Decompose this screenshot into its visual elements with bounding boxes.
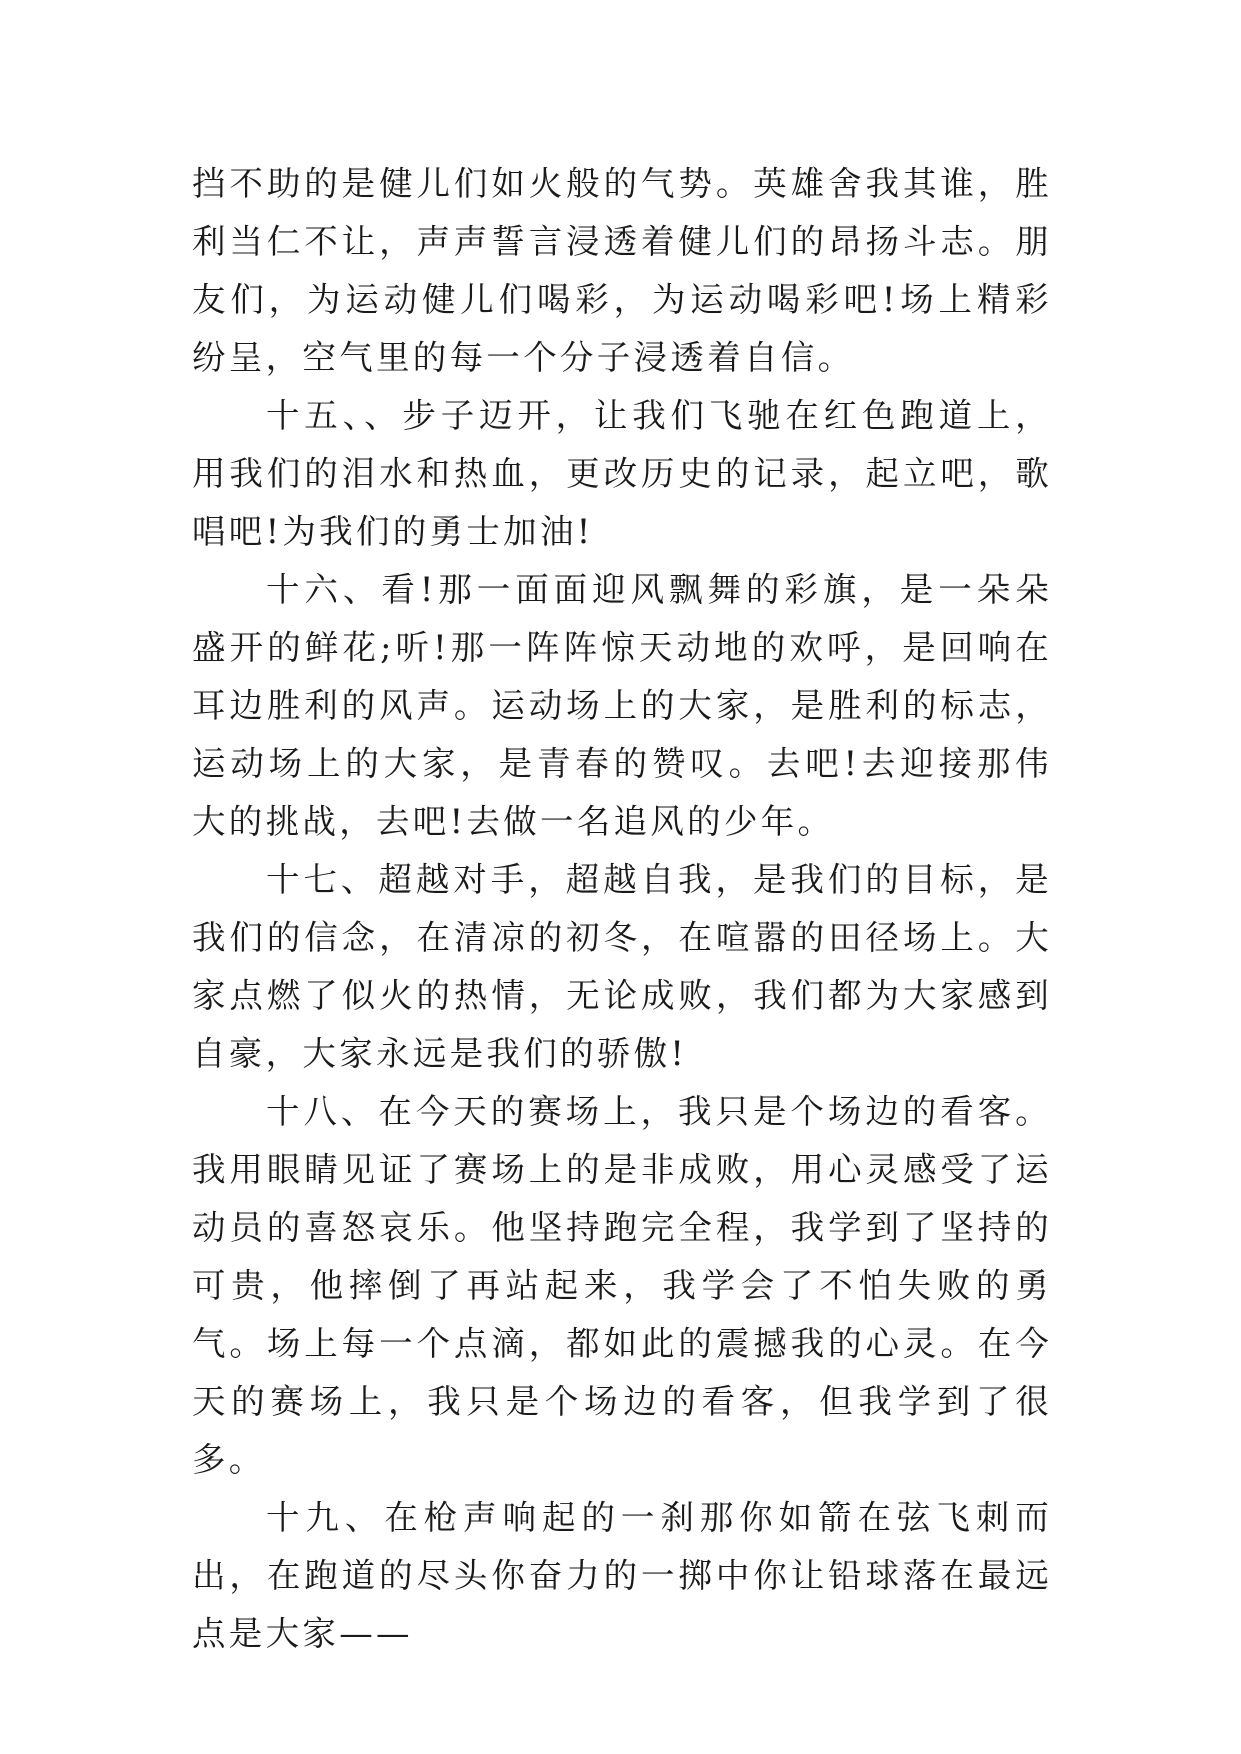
paragraph-continued: 挡不助的是健儿们如火般的气势。英雄舍我其谁，胜利当仁不让，声声誓言浸透着健儿们的昂扬斗志。朋友们，为运动健儿们喝彩，为运动喝彩吧!场上精彩纷呈，空气里的每一个分子浸透着自信。 bbox=[192, 164, 1052, 377]
paragraph-18: 十八、在今天的赛场上，我只是个场边的看客。我用眼睛见证了赛场上的是非成败，用心灵感受了运动员的喜怒哀乐。他坚持跑完全程，我学到了坚持的可贵，他摔倒了再站起来，我学会了不怕失败的勇气。场上每一个点滴，都如此的震撼我的心灵。在今天的赛场上，我只是个场边的看客，但我学到了很多。 bbox=[192, 1092, 1052, 1479]
paragraph-16: 十六、看!那一面面迎风飘舞的彩旗，是一朵朵盛开的鲜花;听!那一阵阵惊天动地的欢呼，是回响在耳边胜利的风声。运动场上的大家，是胜利的标志，运动场上的大家，是青春的赞叹。去吧!去迎接那伟大的挑战，去吧!去做一名追风的少年。 bbox=[192, 570, 1052, 841]
paragraph-17: 十七、超越对手，超越自我，是我们的目标，是我们的信念，在清凉的初冬，在喧嚣的田径场上。大家点燃了似火的热情，无论成败，我们都为大家感到自豪，大家永远是我们的骄傲! bbox=[192, 860, 1052, 1073]
paragraph-19: 十九、在枪声响起的一刹那你如箭在弦飞刺而出，在跑道的尽头你奋力的一掷中你让铅球落在最远点是大家—— bbox=[192, 1498, 1052, 1653]
document-body bbox=[192, 155, 1052, 1663]
paragraph-15: 十五、、步子迈开，让我们飞驰在红色跑道上，用我们的泪水和热血，更改历史的记录，起立吧，歌唱吧!为我们的勇士加油! bbox=[192, 396, 1052, 551]
